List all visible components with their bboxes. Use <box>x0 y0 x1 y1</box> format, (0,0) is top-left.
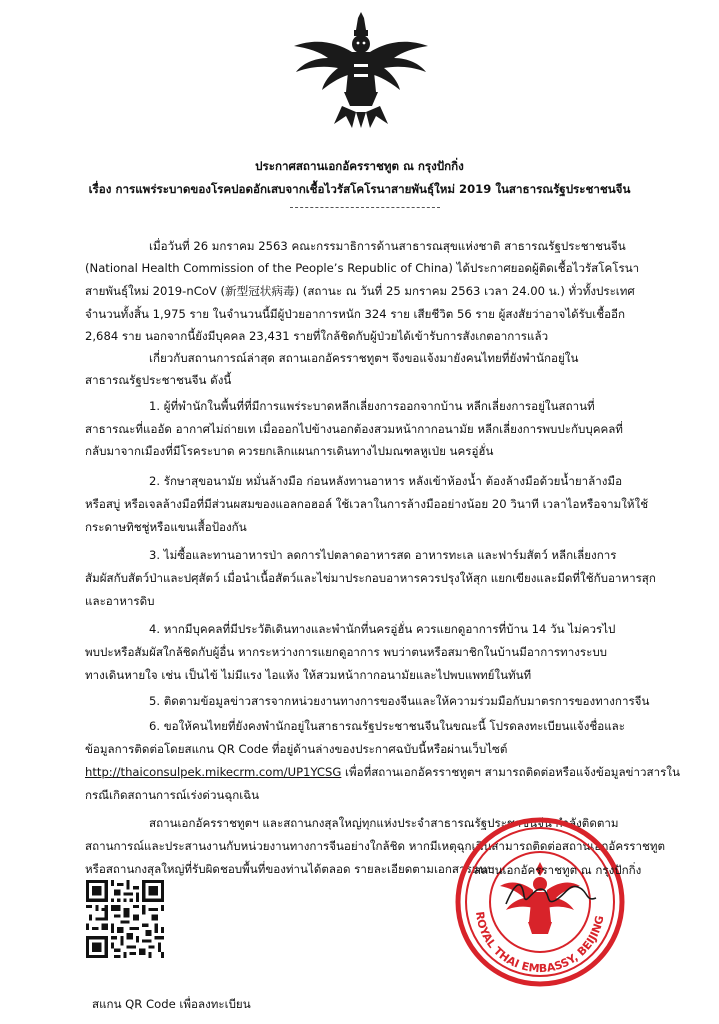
signer-name: สถานเอกอัครราชทูต ณ กรุงปักกิ่ง <box>474 863 642 877</box>
handwritten-signature-icon <box>500 874 600 914</box>
item-1-line: กลับมาจากเมืองที่มีโรคระบาด ควรยกเลิกแผนการเดินทางไปมณฑลหูเป่ย นครอู่ฮั่น <box>85 444 494 458</box>
body-line: สายพันธุ์ใหม่ 2019-nCoV (新型冠状病毒) (สถานะ ณ วันที่ 25 มกราคม 2563 เวลา 24.00 น.) ทั่วทั้งประเทศ <box>85 284 635 298</box>
registration-link[interactable]: http://thaiconsulpek.mikecrm.com/UP1YCSG <box>85 765 342 779</box>
item-6-line: กรณีเกิดสถานการณ์เร่งด่วนฉุกเฉิน <box>85 788 260 802</box>
qr-code[interactable] <box>86 880 164 958</box>
body-line: 2,684 ราย นอกจากนี้ยังมีบุคคล 23,431 รายที่ใกล้ชิดกับผู้ป่วยได้เข้ารับการสังเกตอาการแล้ว <box>85 329 549 343</box>
item-1-line: สาธารณะที่แออัด อากาศไม่ถ่ายเท เมื่อออกไปข้างนอกต้องสวมหน้ากากอนามัย หลีกเลี่ยงการพบปะกับบุคคลที่ <box>85 422 623 436</box>
item-3-line: 3. ไม่ซื้อและทานอาหารป่า ลดการไปตลาดอาหารสด อาหารทะเล และฟาร์มสัตว์ หลีกเลี่ยงการ <box>149 548 617 562</box>
closing-line: หรือสถานกงสุลใหญ่ที่รับผิดชอบพื้นที่ของท่านได้ตลอด รายละเอียดตามเอกสารแนบ <box>85 862 495 876</box>
item-4-line: 4. หากมีบุคคลที่มีประวัติเดินทางและพำนักที่นครอู่ฮั่น ควรแยกดูอาการที่บ้าน 14 วัน ไม่ควรไป <box>149 622 616 636</box>
item-2-line: หรือสบู่ หรือเจลล้างมือที่มีส่วนผสมของแอลกอฮอล์ ใช้เวลาในการล้างมืออย่างน้อย 20 วินาที เวลาไอหรือจามให้ใช้ <box>85 497 649 511</box>
item-6-line: 6. ขอให้คนไทยที่ยังคงพำนักอยู่ในสาธารณรัฐประชาชนจีนในขณะนี้ โปรดลงทะเบียนแจ้งชื่อและ <box>149 719 626 733</box>
divider <box>290 207 440 208</box>
link-line-text: เพื่อที่สถานเอกอัครราชทูตฯ สามารถติดต่อหรือแจ้งข้อมูลข่าวสารใน <box>341 765 680 779</box>
stamp-text: ROYAL THAI EMBASSY, BEIJING <box>473 910 607 976</box>
garuda-emblem-icon <box>286 12 436 132</box>
item-5-line: 5. ติดตามข้อมูลข่าวสารจากหน่วยงานทางการของจีนและให้ความร่วมมือกับมาตรการของทางการจีน <box>149 694 650 708</box>
item-3-line: และอาหารดิบ <box>85 594 155 608</box>
item-1-line: 1. ผู้ที่พำนักในพื้นที่ที่มีการแพร่ระบาดหลีกเลี่ยงการออกจากบ้าน หลีกเลี่ยงการอยู่ในสถานที่ <box>149 399 595 413</box>
item-2-line: 2. รักษาสุขอนามัย หมั่นล้างมือ ก่อนหลังทานอาหาร หลังเข้าห้องน้ำ ต้องล้างมือด้วยน้ำยาล้างมือ <box>149 474 623 488</box>
announcement-title: ประกาศสถานเอกอัครราชทูต ณ กรุงปักกิ่ง <box>255 159 464 173</box>
item-4-line: พบปะหรือสัมผัสใกล้ชิดกับผู้อื่น หากระหว่างการแยกดูอาการ พบว่าตนหรือสมาชิกในบ้านมีอาการทางระบบ <box>85 645 608 659</box>
body-line: (National Health Commission of the People’s Republic of China) ได้ประกาศยอดผู้ติดเชื้อไวรัสโคโรนา <box>85 261 640 275</box>
body-line: จำนวนทั้งสิ้น 1,975 ราย ในจำนวนนี้มีผู้ป่วยอาการหนัก 324 ราย เสียชีวิต 56 ราย ผู้สงสัยว่าอาจได้รับเชื้ออีก <box>85 307 626 321</box>
body-line: เมื่อวันที่ 26 มกราคม 2563 คณะกรรมาธิการด้านสาธารณสุขแห่งชาติ สาธารณรัฐประชาชนจีน <box>149 239 626 253</box>
closing-line: สถานการณ์และประสานงานกับหน่วยงานทางการจีนอย่างใกล้ชิด หากมีเหตุฉุกเฉินสามารถติดต่อสถานเอกอัครราชทูต <box>85 839 666 853</box>
item-2-line: กระดาษทิชชู่หรือแขนเสื้อป้องกัน <box>85 520 247 534</box>
item-6-line: ข้อมูลการติดต่อโดยสแกน QR Code ที่อยู่ด้านล่างของประกาศฉบับนี้หรือผ่านเว็บไซต์ <box>85 742 508 756</box>
closing-line: สถานเอกอัครราชทูตฯ และสถานกงสุลใหญ่ทุกแห่งประจำสาธารณรัฐประชาชนจีน กำลังติดตาม <box>149 816 619 830</box>
item-4-line: ทางเดินหายใจ เช่น เป็นไข้ ไม่มีแรง ไอแห้ง ให้สวมหน้ากากอนามัยและไปพบแพทย์ในทันที <box>85 668 532 682</box>
item-6-line <box>85 764 680 780</box>
body-line: เกี่ยวกับสถานการณ์ล่าสุด สถานเอกอัครราชทูตฯ จึงขอแจ้งมายังคนไทยที่ยังพำนักอยู่ใน <box>149 351 579 365</box>
announcement-subject: เรื่อง การแพร่ระบาดของโรคปอดอักเสบจากเชื้อไวรัสโคโรนาสายพันธุ์ใหม่ 2019 ในสาธารณรัฐประชาชนจีน <box>88 182 631 196</box>
qr-caption: สแกน QR Code เพื่อลงทะเบียน <box>92 997 251 1011</box>
body-line: สาธารณรัฐประชาชนจีน ดังนี้ <box>85 373 232 387</box>
item-3-line: สัมผัสกับสัตว์ป่าและปศุสัตว์ เมื่อนำเนื้อสัตว์และไข่มาประกอบอาหารควรปรุงให้สุก แยกเขียงและมีดที่ใช้กับอาหารสุก <box>85 571 656 585</box>
